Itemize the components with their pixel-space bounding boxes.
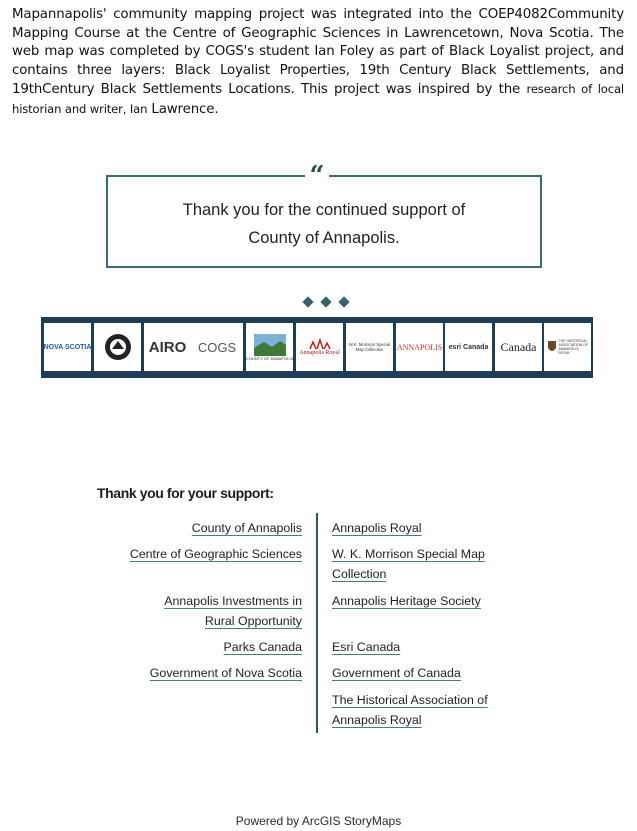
link-wk-morrison-collection[interactable]: W. K. Morrison Special Map Collection [332,547,485,581]
link-historical-association[interactable]: The Historical Association of Annapolis Royal [332,693,488,727]
quote-line-2: County of Annapolis. [248,229,400,247]
intro-paragraph [12,6,624,120]
annapolis-royal-logo[interactable]: Annapolis Royal [296,323,343,371]
diamond-icon [302,296,313,307]
historical-association-logo[interactable]: THE HISTORICAL ASSOCIATION OF ANNAPOLIS ROYAL [544,323,591,371]
canada-wordmark-logo[interactable]: Canada [495,323,542,371]
round-seal-logo[interactable] [94,323,141,371]
support-heading: Thank you for your support: [97,485,274,501]
cogs-logo[interactable]: COGS [191,323,243,371]
fort-icon [309,338,331,350]
link-annapolis-investments[interactable]: Annapolis Investments in Rural Opportunity [164,594,302,628]
diamond-icon [338,296,349,307]
diamond-icon [320,296,331,307]
annapolis-heritage-logo[interactable]: ANNAPOLIS [396,323,443,371]
wk-morrison-logo[interactable]: W.K. Morrison Special Map Collection [346,323,393,371]
link-annapolis-heritage-society[interactable]: Annapolis Heritage Society [332,594,481,608]
airo-logo[interactable]: AIRO [144,323,191,371]
sponsor-logo-band [41,317,593,378]
seal-icon [103,332,133,362]
link-esri-canada[interactable]: Esri Canada [332,640,401,654]
intro-small-text: research of local historian and writer, Ian [12,82,625,116]
link-county-of-annapolis[interactable]: County of Annapolis [191,521,302,535]
quote-text [106,196,542,252]
quote-line-1: Thank you for the continued support of [182,201,466,219]
powered-by-footer[interactable]: Powered by ArcGIS StoryMaps [235,814,402,828]
county-of-annapolis-logo[interactable]: COUNTY OF ANNAPOLIS [246,323,293,371]
nova-scotia-logo[interactable]: NOVA SCOTIA [44,323,91,371]
link-government-of-nova-scotia[interactable]: Government of Nova Scotia [149,666,302,680]
crest-icon [547,340,557,354]
intro-tail: Lawrence. [151,101,219,117]
link-centre-of-geographic-sciences[interactable]: Centre of Geographic Sciences [129,547,302,561]
diamond-separator [298,296,358,310]
landscape-icon [254,334,286,356]
link-annapolis-royal[interactable]: Annapolis Royal [332,521,422,535]
quote-mark-icon: “ [305,162,329,184]
support-divider [316,513,318,733]
esri-canada-logo[interactable]: esri Canada [445,323,492,371]
link-government-of-canada[interactable]: Government of Canada [332,666,461,680]
link-parks-canada[interactable]: Parks Canada [223,640,302,654]
intro-text: Mapannapolis' community mapping project was integrated into the COEP4082Community Mapping Course at the Centre of Geographic Sciences in Lawrencetown, Nova Scotia. The web map was completed by COGS's student Ian Foley as part of Black Loyalist project, and contains three layers: Black Loyalist Properties, 19th Century Black Settlements, and 19thCentury Black Settlements Locations. This project was inspired by the [12,7,624,98]
